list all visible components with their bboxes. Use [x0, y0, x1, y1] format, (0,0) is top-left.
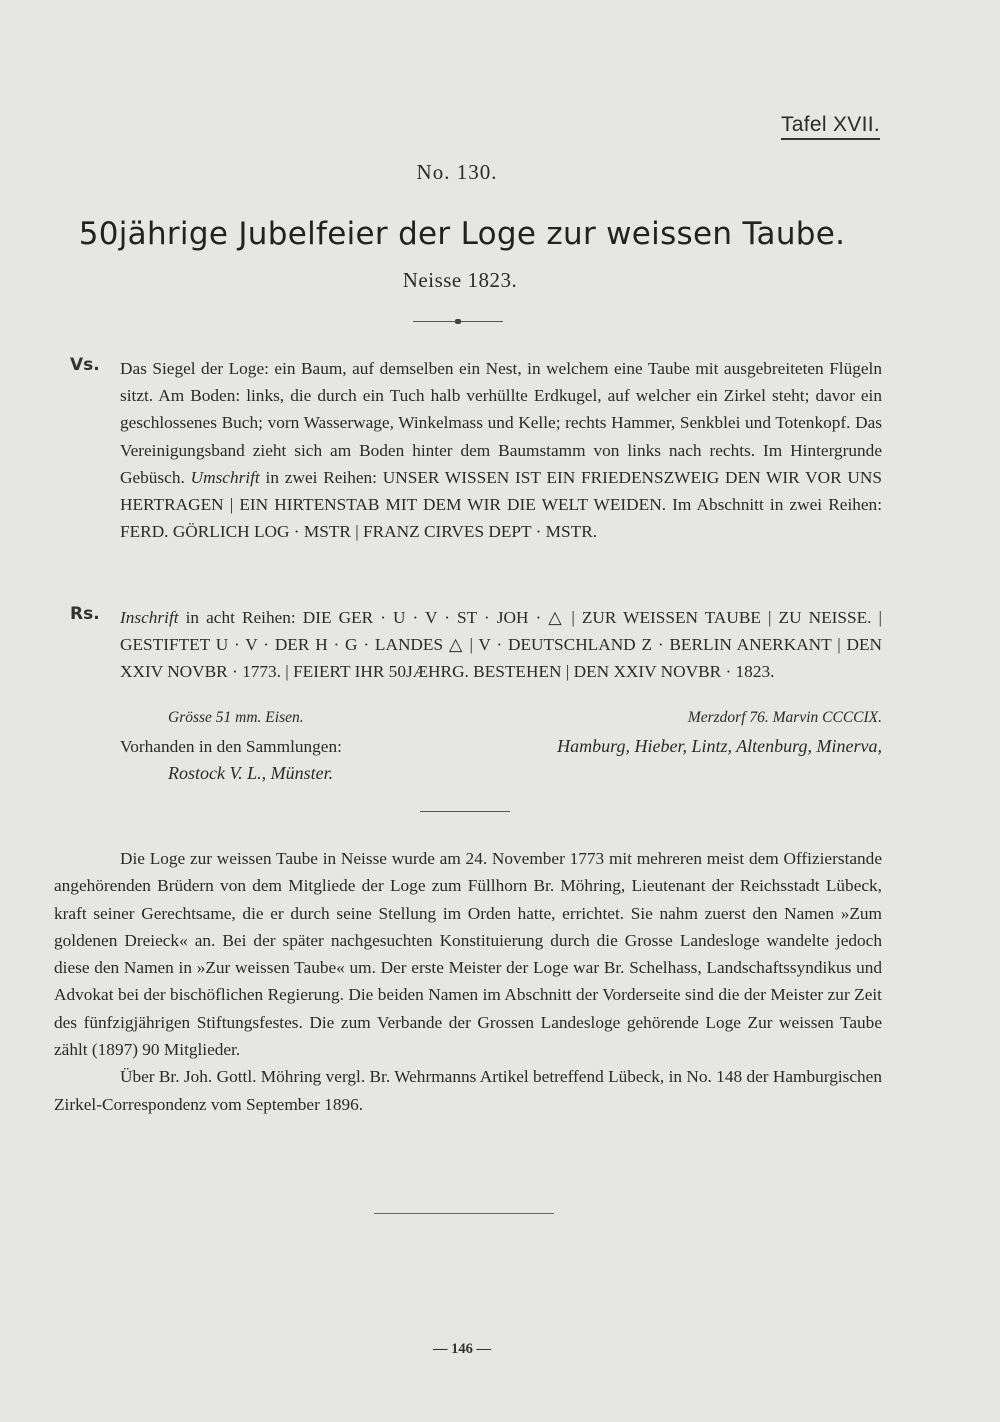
size-material: Grösse 51 mm. Eisen.	[168, 709, 304, 726]
reverse-text: in acht Reihen: DIE GER · U · V · ST · JOH · △ | ZUR WEISSEN TAUBE | ZU NEISSE. | GESTIFTET U · V · DER H · G · LANDES △ | V · DEUTSCHLAND Z · BERLIN ANERKANT | DEN XXIV NOVBR · 1773. | FEIERT IHR 50JÆHRG. BESTEHEN | DEN XXIV NOVBR · 1823.	[120, 608, 883, 682]
holdings	[120, 733, 882, 787]
page-title: 50jährige Jubelfeier der Loge zur weissen Taube.	[78, 216, 846, 252]
obverse-section	[70, 355, 882, 545]
reverse-description	[120, 604, 882, 686]
obverse-text-1: Das Siegel der Loge: ein Baum, auf demselben ein Nest, in welchem eine Taube mit ausgebreiteten Flügeln sitzt. Am Boden: links, die durch ein Tuch halb verhüllte Erdkugel, auf welcher ein Zirkel steht; davor ein geschlossenes Buch; vorn Wasserwage, Winkelmass und Kelle; rechts Hammer, Senkblei und Totenkopf. Das Vereinigungsband zieht sich am Boden hinter dem Baumstamm von links nach rechts. Im Hintergrunde Gebüsch.	[120, 359, 882, 487]
obverse-text-2: in zwei Reihen: UNSER WISSEN IST EIN FRIEDENSZWEIG DEN WIR VOR UNS HERTRAGEN | EIN HIRTENSTAB MIT DEM WIR DIE WELT WEIDEN. Im Abschnitt in zwei Reihen: FERD. GÖRLICH LOG · MSTR | FRANZ CIRVES DEPT · MSTR.	[120, 467, 882, 542]
obverse-description	[120, 355, 882, 545]
obverse-tag: Vs.	[70, 355, 100, 375]
page-subtitle: Neisse 1823.	[402, 268, 518, 292]
history-text	[54, 845, 882, 1118]
catalog-number: No. 130.	[416, 160, 498, 184]
holdings-line-1: Hamburg, Hieber, Lintz, Altenburg, Minerva,	[557, 736, 882, 756]
history-paragraph-1: Die Loge zur weissen Taube in Neisse wurde am 24. November 1773 mit mehreren meist dem Offizierstande angehörenden Brüdern von dem Mitgliede der Loge zum Füllhorn Br. Möhring, Lieutenant der Reichsstadt Lübeck, kraft seiner Gerechtsame, die er durch seine Stellung im Orden hatte, errichtet. Sie nahm zuerst den Namen »Zum goldenen Dreieck« an. Bei der später nachgesuchten Konstituierung durch die Grosse Landesloge wandelte jedoch diese den Namen in »Zur weissen Taube« um. Der erste Meister der Loge war Br. Schelhass, Landschaftssyndikus und Advokat bei der bischöflichen Regierung. Die beiden Namen im Abschnitt der Vorderseite sind die der Meister zur Zeit des fünfzigjährigen Stiftungsfestes. Die zum Verbande der Grossen Landesloge gehörende Loge Zur weissen Taube zählt (1897) 90 Mitglieder.	[54, 849, 882, 1060]
plate-label: Tafel XVII.	[781, 113, 880, 140]
holdings-label: Vorhanden in den Sammlungen:	[120, 737, 342, 756]
reverse-inscription-label: Inschrift	[120, 608, 179, 627]
ornament-divider	[413, 320, 503, 322]
history-paragraph-2: Über Br. Joh. Gottl. Möhring vergl. Br. Wehrmanns Artikel betreffend Lübeck, in No. 148 der Hamburgischen Zirkel-Correspondenz vom September 1896.	[54, 1067, 882, 1114]
holdings-line-2: Rostock V. L., Münster.	[168, 763, 334, 784]
references: Merzdorf 76. Marvin CCCCIX.	[687, 709, 882, 726]
footer-divider	[374, 1213, 554, 1214]
medal-meta	[168, 709, 882, 727]
reverse-section	[70, 604, 882, 686]
reverse-tag: Rs.	[70, 604, 100, 624]
obverse-inscription-label: Umschrift	[190, 467, 260, 487]
section-divider	[420, 811, 510, 812]
page-number: — 146 —	[433, 1341, 491, 1357]
